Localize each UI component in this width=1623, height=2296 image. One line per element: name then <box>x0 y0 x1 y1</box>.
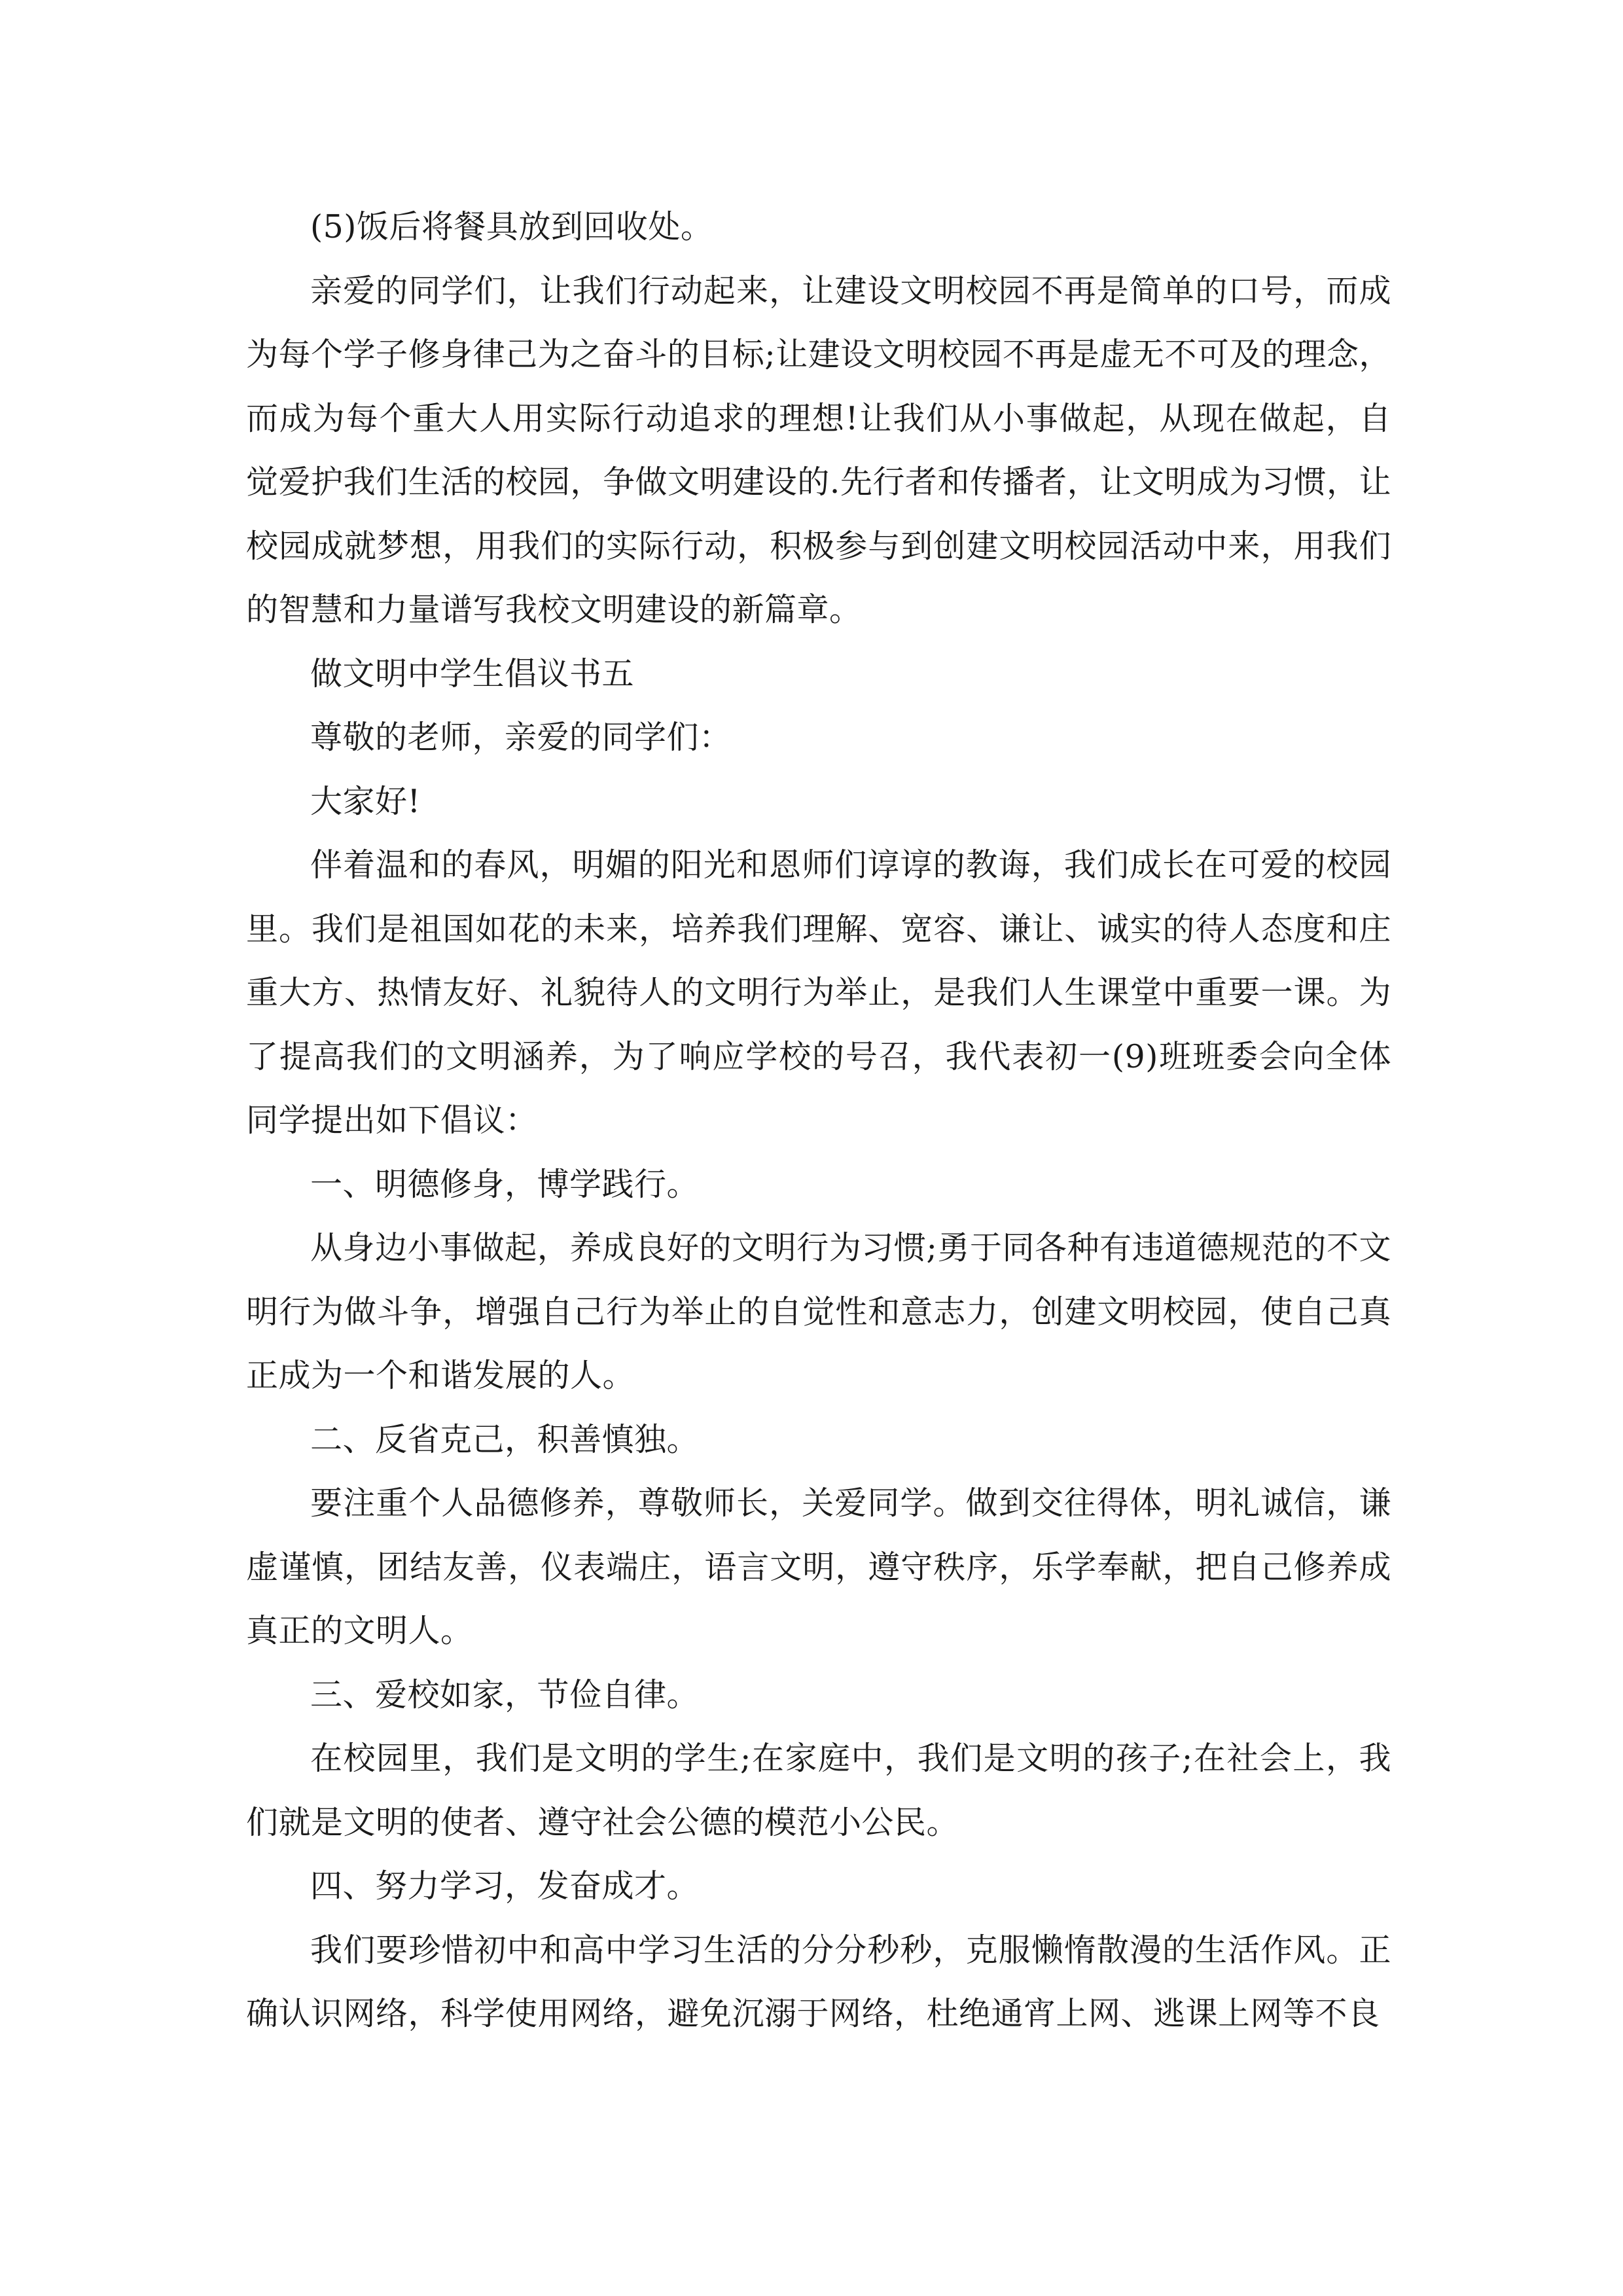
paragraph-point-4: 我们要珍惜初中和高中学习生活的分分秒秒，克服懒惰散漫的生活作风。正确认识网络，科学使用网络，避免沉溺于网络，杜绝通宵上网、逃课上网等不良 <box>246 1931 1391 2032</box>
document-body <box>246 195 1391 2046</box>
paragraph-point-1: 从身边小事做起，养成良好的文明行为习惯;勇于同各种有违道德规范的不文明行为做斗争，增强自己行为举止的自觉性和意志力，创建文明校园，使自己真正成为一个和谐发展的人。 <box>246 1229 1391 1394</box>
heading-point-4: 四、努力学习，发奋成才。 <box>310 1867 700 1905</box>
paragraph-call-to-action: 亲爱的同学们，让我们行动起来，让建设文明校园不再是简单的口号，而成为每个学子修身律己为之奋斗的目标;让建设文明校园不再是虚无不可及的理念，而成为每个重大人用实际行动追求的理想!让我们从小事做起，从现在做起，自觉爱护我们生活的校园，争做文明建设的.先行者和传播者，让文明成为习惯，让校园成就梦想，用我们的实际行动，积极参与到创建文明校园活动中来，用我们的智慧和力量谱写我校文明建设的新篇章。 <box>246 272 1391 628</box>
heading-point-3: 三、爱校如家，节俭自律。 <box>310 1676 700 1713</box>
paragraph-meal-utensils: (5)饭后将餐具放到回收处。 <box>310 208 713 245</box>
paragraph-introduction: 伴着温和的春风，明媚的阳光和恩师们谆谆的教诲，我们成长在可爱的校园里。我们是祖国如花的未来，培养我们理解、宽容、谦让、诚实的待人态度和庄重大方、热情友好、礼貌待人的文明行为举止，是我们人生课堂中重要一课。为了提高我们的文明涵养，为了响应学校的号召，我代表初一(9)班班委会向全体同学提出如下倡议： <box>246 846 1391 1139</box>
salutation: 尊敬的老师，亲爱的同学们： <box>310 719 732 756</box>
paragraph-point-3: 在校园里，我们是文明的学生;在家庭中，我们是文明的孩子;在社会上，我们就是文明的使者、遵守社会公德的模范小公民。 <box>246 1740 1391 1841</box>
greeting: 大家好! <box>310 782 421 820</box>
heading-point-1: 一、明德修身，博学践行。 <box>310 1165 700 1203</box>
section-title: 做文明中学生倡议书五 <box>310 655 635 692</box>
paragraph-point-2: 要注重个人品德修养，尊敬师长，关爱同学。做到交往得体，明礼诚信，谦虚谨慎，团结友善，仪表端庄，语言文明，遵守秩序，乐学奉献，把自己修养成真正的文明人。 <box>246 1484 1391 1649</box>
heading-point-2: 二、反省克己，积善慎独。 <box>310 1420 700 1458</box>
